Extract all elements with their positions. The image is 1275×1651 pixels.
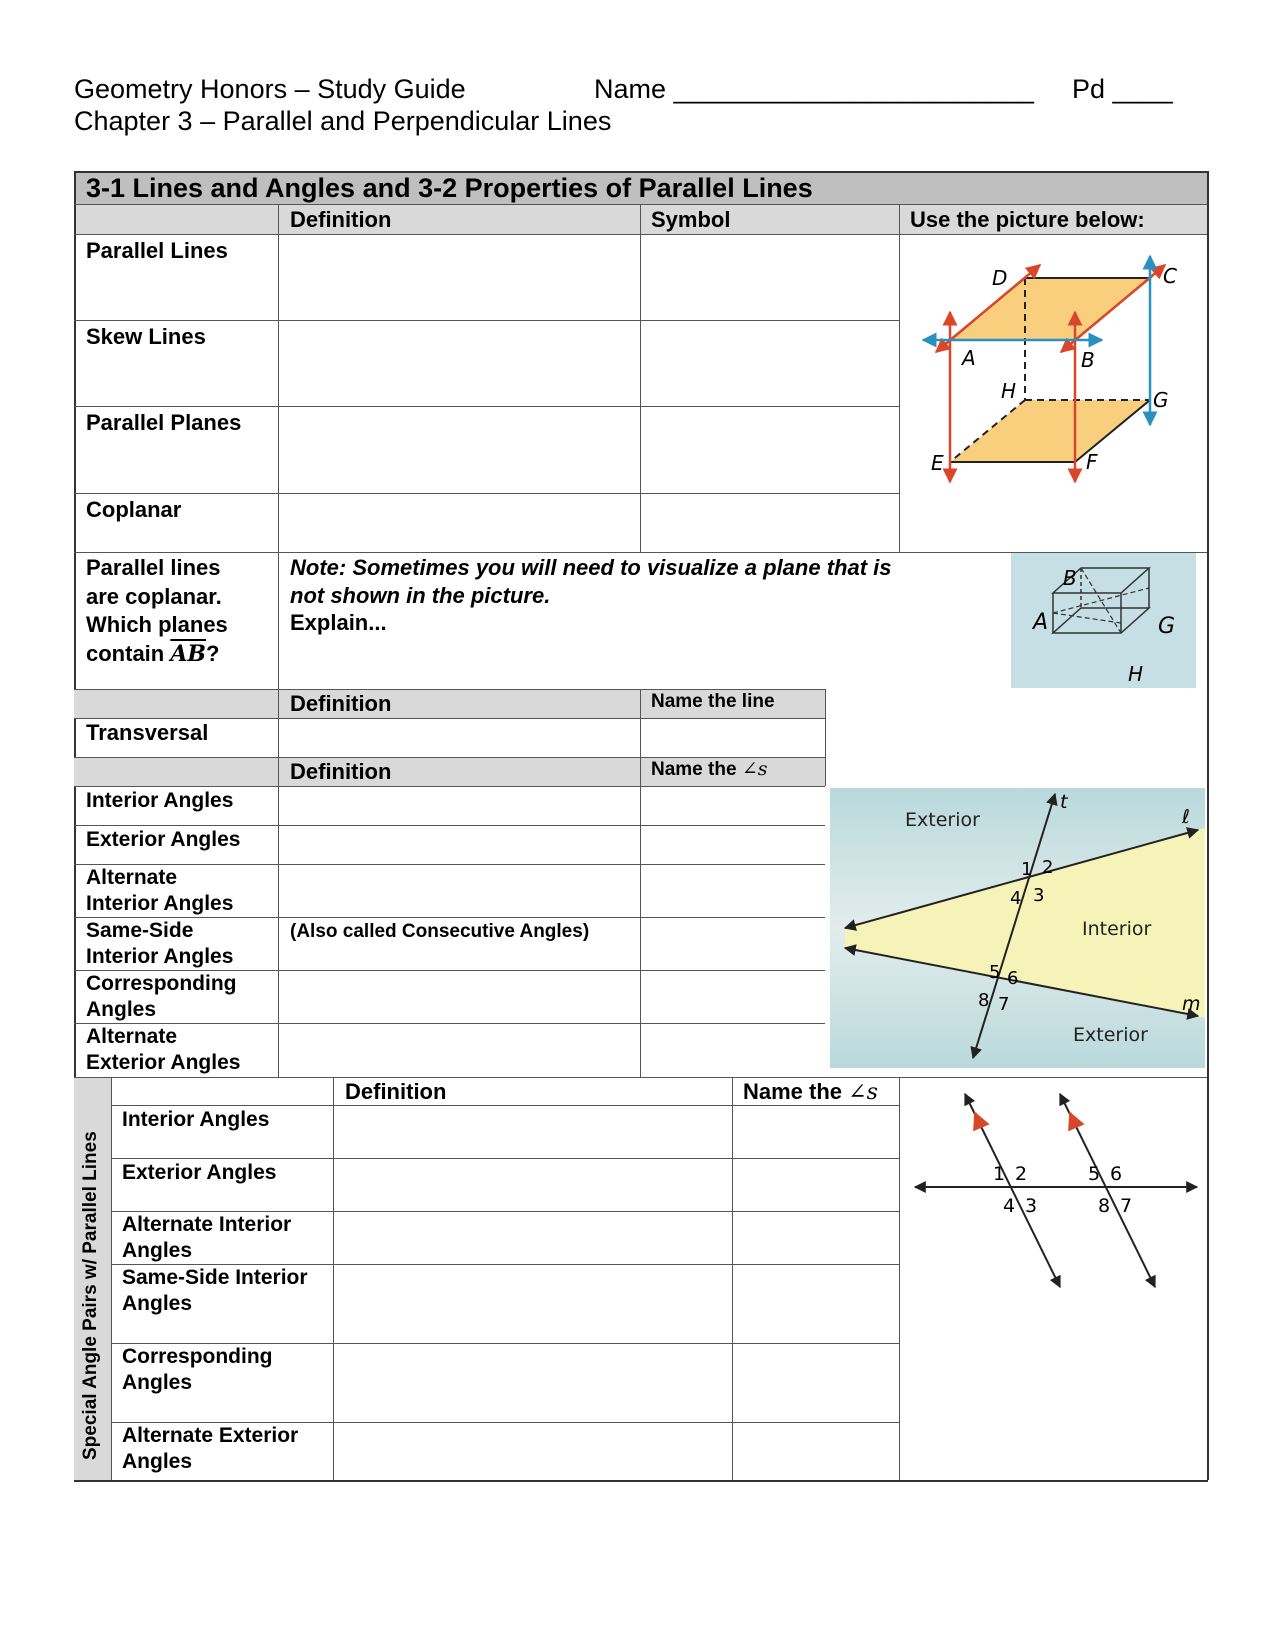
- row-alternate-exterior: Alternate Exterior Angles: [86, 1025, 241, 1074]
- label-t: t: [1060, 791, 1068, 813]
- prism-label-c: C: [1163, 264, 1177, 288]
- row-parallel-lines: Parallel Lines: [86, 238, 228, 263]
- label-exterior-top: Exterior: [905, 809, 980, 831]
- row-corresponding: Corresponding Angles: [86, 972, 237, 1021]
- same-side-note: (Also called Consecutive Angles): [290, 921, 590, 942]
- small-prism-figure: [1011, 553, 1196, 688]
- pairs-row-alternate-interior: Alternate Interior Angles: [122, 1213, 292, 1262]
- parallel-lines-definition-cell[interactable]: [279, 235, 639, 320]
- svg-text:1: 1: [993, 1163, 1006, 1185]
- pairs-row-corresponding: Corresponding Angles: [122, 1345, 273, 1394]
- row-alternate-interior: Alternate Interior Angles: [86, 866, 234, 915]
- prism-figure: [920, 250, 1200, 490]
- small-prism-label-b: B: [1063, 566, 1077, 590]
- row-interior-angles: Interior Angles: [86, 789, 234, 812]
- col-picture: Use the picture below:: [910, 207, 1145, 232]
- transversal-col-definition: Definition: [290, 691, 392, 716]
- parallel-lines-symbol-cell[interactable]: [641, 235, 898, 320]
- label-m: m: [1182, 993, 1201, 1015]
- svg-text:4: 4: [1003, 1195, 1016, 1217]
- explain-label: Explain...: [290, 610, 387, 635]
- svg-text:5: 5: [989, 962, 1001, 983]
- skew-lines-symbol-cell[interactable]: [641, 321, 898, 406]
- angles-col-definition: Definition: [290, 759, 392, 784]
- transversal-col-name: Name the line: [651, 691, 775, 712]
- chapter-title: Chapter 3 – Parallel and Perpendicular Lines: [74, 106, 612, 136]
- coplanar-question: Parallel lines are coplanar. Which planes contain $\overline{AB}$?: [86, 555, 228, 667]
- svg-text:2: 2: [1015, 1163, 1028, 1185]
- svg-text:2: 2: [1042, 857, 1054, 878]
- prism-label-h: H: [1001, 379, 1017, 403]
- pairs-col-definition: Definition: [345, 1079, 447, 1104]
- svg-text:5: 5: [1088, 1163, 1101, 1185]
- transversal-definition-cell[interactable]: [279, 719, 639, 756]
- pairs-row-same-side-interior: Same-Side Interior Angles: [122, 1266, 308, 1315]
- parallel-planes-definition-cell[interactable]: [279, 407, 639, 493]
- label-interior: Interior: [1082, 918, 1152, 940]
- parallel-lines-figure: [905, 1082, 1205, 1302]
- svg-text:1: 1: [1021, 859, 1033, 880]
- row-skew-lines: Skew Lines: [86, 324, 206, 349]
- svg-text:7: 7: [1120, 1195, 1133, 1217]
- skew-lines-definition-cell[interactable]: [279, 321, 639, 406]
- small-prism-label-g: G: [1158, 614, 1176, 639]
- name-field[interactable]: Name ________________________: [594, 74, 1034, 104]
- side-label: Special Angle Pairs w/ Parallel Lines: [80, 1131, 101, 1460]
- prism-label-a: A: [962, 346, 976, 370]
- label-exterior-bottom: Exterior: [1073, 1024, 1148, 1046]
- explain-answer-area[interactable]: [290, 640, 990, 686]
- svg-text:4: 4: [1010, 888, 1022, 909]
- pairs-row-exterior: Exterior Angles: [122, 1161, 277, 1184]
- row-parallel-planes: Parallel Planes: [86, 410, 242, 435]
- section-title: 3-1 Lines and Angles and 3-2 Properties of Parallel Lines: [86, 173, 813, 203]
- doc-title: Geometry Honors – Study Guide: [74, 74, 466, 104]
- row-exterior-angles: Exterior Angles: [86, 828, 241, 851]
- angles-col-name: Name the ∠s: [651, 758, 768, 780]
- prism-label-f: F: [1086, 450, 1098, 474]
- prism-label-g: G: [1153, 388, 1169, 412]
- prism-label-b: B: [1081, 348, 1095, 372]
- svg-text:8: 8: [1098, 1195, 1111, 1217]
- svg-text:3: 3: [1033, 885, 1045, 906]
- svg-text:3: 3: [1025, 1195, 1038, 1217]
- transversal-figure: [830, 788, 1205, 1068]
- col-symbol: Symbol: [651, 207, 731, 232]
- row-same-side-interior: Same-Side Interior Angles: [86, 919, 234, 968]
- coplanar-symbol-cell[interactable]: [641, 494, 898, 552]
- svg-text:6: 6: [1110, 1163, 1123, 1185]
- prism-label-e: E: [931, 451, 944, 475]
- segment-ab: $\overline{AB}$: [170, 640, 207, 667]
- period-field[interactable]: Pd ____: [1072, 74, 1173, 104]
- note-text: Note: Sometimes you will need to visualize a plane that is not shown in the picture.: [290, 555, 892, 608]
- small-prism-label-a: A: [1033, 610, 1049, 635]
- svg-text:8: 8: [978, 990, 990, 1011]
- pairs-row-interior: Interior Angles: [122, 1108, 270, 1131]
- svg-text:7: 7: [998, 994, 1010, 1015]
- parallel-planes-symbol-cell[interactable]: [641, 407, 898, 493]
- pairs-col-name: Name the ∠s: [743, 1079, 878, 1105]
- small-prism-label-h: H: [1128, 662, 1144, 686]
- pairs-row-alternate-exterior: Alternate Exterior Angles: [122, 1424, 299, 1473]
- col-definition: Definition: [290, 207, 392, 232]
- label-l: ℓ: [1182, 806, 1190, 828]
- row-coplanar: Coplanar: [86, 497, 182, 522]
- coplanar-definition-cell[interactable]: [279, 494, 639, 552]
- svg-text:6: 6: [1007, 968, 1019, 989]
- prism-label-d: D: [992, 266, 1008, 290]
- transversal-name-cell[interactable]: [641, 719, 824, 756]
- row-transversal: Transversal: [86, 720, 209, 745]
